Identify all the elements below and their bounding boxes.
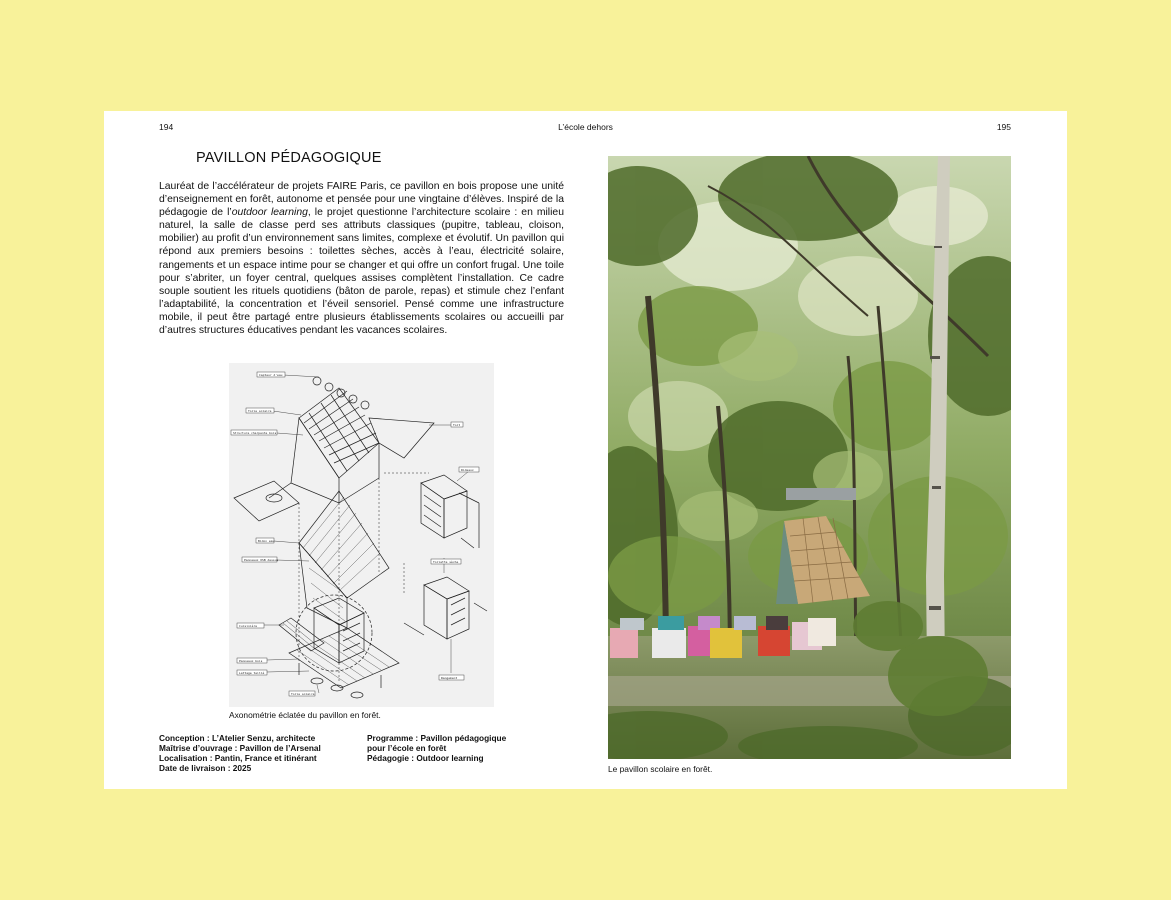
axonometric-drawing	[229, 363, 494, 707]
svg-text:Bidon eau: Bidon eau	[258, 539, 275, 543]
svg-text:Toit: Toit	[453, 423, 461, 427]
credits-left	[159, 733, 321, 773]
svg-text:Lattage teillé: Lattage teillé	[239, 671, 265, 675]
figure-caption: Axonométrie éclatée du pavillon en forêt.	[229, 710, 381, 720]
page-number-left: 194	[159, 122, 174, 132]
body-text-emphasis: outdoor learning	[231, 207, 308, 219]
exploded-axonometry-illustration	[229, 363, 494, 707]
credit-localisation: Localisation : Pantin, France et itinérant	[159, 753, 317, 763]
svg-text:Toilette sèche: Toilette sèche	[433, 560, 459, 564]
credit-programme: Programme : Pavillon pédagogique	[367, 733, 507, 743]
book-spread	[104, 111, 1067, 789]
svg-text:Toile solaire: Toile solaire	[248, 409, 272, 413]
svg-text:Toile solaire: Toile solaire	[291, 692, 315, 696]
forest-pavilion-photo	[608, 156, 1011, 759]
credit-pedagogie: Pédagogie : Outdoor learning	[367, 753, 484, 763]
svg-text:Panneaux bois: Panneaux bois	[239, 659, 263, 663]
body-text-start: Lauréat de l’accélérateur de projets FAIRE Paris, ce pavillon en bois propose une unité d’enseignement en forêt, autonome et pensée pour une vingtaine d’élèves. Inspiré de la pédagogie de l’	[159, 181, 564, 219]
page-number-right: 195	[996, 122, 1011, 132]
svg-text:Rangement: Rangement	[441, 676, 458, 680]
credit-programme-cont: pour l’école en forêt	[367, 743, 447, 753]
credit-maitrise-ouvrage: Maîtrise d’ouvrage : Pavillon de l’Arsenal	[159, 743, 321, 753]
running-title: L’école dehors	[558, 122, 613, 132]
article-body	[159, 180, 564, 337]
credit-date-livraison: Date de livraison : 2025	[159, 763, 252, 773]
body-text-end: , le projet questionne l’architecture scolaire : en milieu naturel, la salle de classe perd ses attributs classiques (pupitre, tableau, cloison, mobilier) au profit d’un environnement sans limites, complexe et évolutif. Un pavillon qui répond aux premiers besoins : toilettes sèches, accès à l’eau, électricité solaire, rangements et un espace intime pour se changer et qui offre un confort frugal. Une toile pour s’abriter, un foyer central, quelques assises complètent l’installation. Ce cadre souple soutient les rituels quotidiens (bâton de parole, repas) et stimule chez l’enfant l’adaptabilité, la concentration et l’éveil sensoriel. Pensé comme une infrastructure mobile, il peut être partagé entre plusieurs établissements scolaires ou accueilli par d’autres structures éducatives pendant les vacances scolaires.	[159, 207, 564, 337]
credits-right	[367, 733, 506, 763]
article-title: PAVILLON PÉDAGOGIQUE	[196, 150, 382, 166]
svg-text:Capteur d'eau: Capteur d'eau	[259, 373, 283, 377]
credit-conception: Conception : L’Atelier Senzu, architecte	[159, 733, 316, 743]
photo-caption: Le pavillon scolaire en forêt.	[608, 764, 713, 774]
svg-text:Rideaux: Rideaux	[461, 468, 474, 472]
svg-text:Cuisinière: Cuisinière	[239, 624, 258, 628]
forest-scene-illustration	[608, 156, 1011, 759]
svg-text:Structure charpente bois: Structure charpente bois	[233, 431, 277, 435]
svg-text:Panneaux OSB dessus: Panneaux OSB dessus	[244, 558, 279, 562]
